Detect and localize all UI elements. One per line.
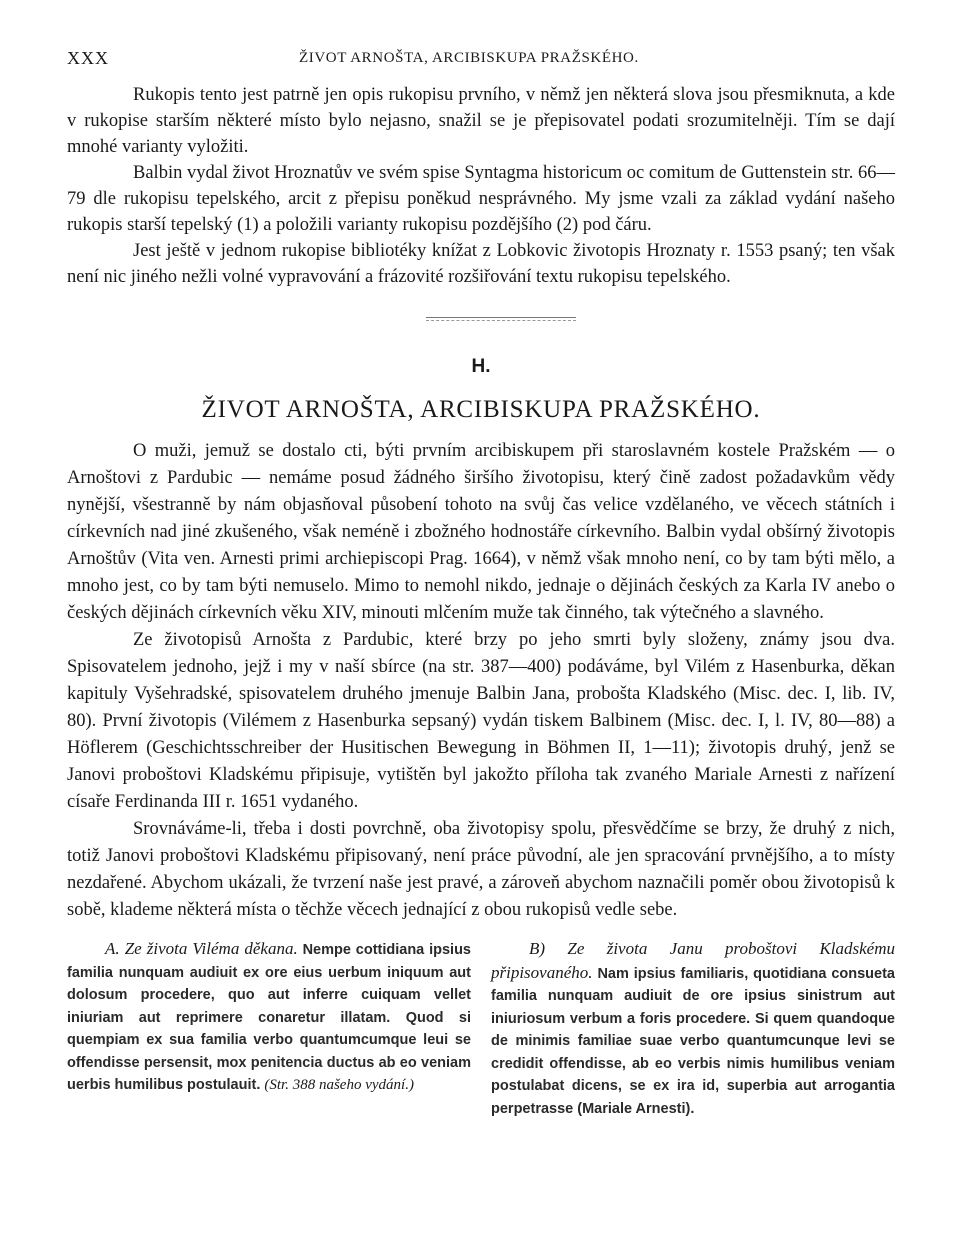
section-divider	[426, 317, 576, 321]
body-paragraph: Srovnáváme-li, třeba i dosti povrchně, oba životopisy spolu, přesvědčíme se brzy, že druhý z nich, totiž Janovi proboštovi Kladskému připisovaný, není práce původní, ale jen spracování prvnějšího, a to místy nezdařené. Abychom ukázali, že tvrzení naše jest pravé, a zároveň abychom naznačili poměr obou životopisů k sobě, klademe některá místa o těchže věcech jednající z obou rukopisů vedle sebe.	[67, 819, 895, 920]
right-column-heading: B) Ze života Janu proboštovi Kladskému připisovaného.	[491, 939, 895, 982]
document-page	[67, 42, 895, 1120]
parallel-columns	[67, 938, 895, 1120]
left-column-reference: (Str. 388 našeho vydání.)	[264, 1077, 414, 1093]
running-title: ŽIVOT ARNOŠTA, ARCIBISKUPA PRAŽSKÉHO.	[299, 50, 639, 66]
right-column	[491, 938, 895, 1120]
intro-paragraph: Balbin vydal život Hroznatův ve svém spise Syntagma historicum oc comitum de Guttenstein str. 66—79 dle rukopisu tepelského, arcit z přepisu poněkud nesprávného. My jsme vzali za základ vydání našeho rukopis starší tepelský (1) a položili varianty rukopisu pozdějšího (2) pod čáru.	[67, 163, 895, 235]
body-paragraph: Ze životopisů Arnošta z Pardubic, které brzy po jeho smrti byly složeny, známy jsou dva. Spisovatelem jednoho, jejž i my v naší sbírce (na str. 387—400) podáváme, byl Vilém z Hasenburka, děkan kapituly Vyšehradské, spisovatelem druhého jmenuje Balbin Jana, probošta Kladského (Misc. dec. I, lib. IV, 80). První životopis (Vilémem z Hasenburka sepsaný) vydán tiskem Balbinem (Misc. dec. I, l. IV, 80—88) a Höflerem (Geschichtsschreiber der Husitischen Bewegung in Böhmen II, 1—11); životopis druhý, jenž se Janovi proboštovi Kladskému připisuje, vytištěn byl jakožto příloha tak zvaného Mariale Arnesti z nařízení císaře Ferdinanda III r. 1651 vydaného.	[67, 630, 895, 812]
page-number: XXX	[67, 48, 109, 68]
right-column-text: Nam ipsius familiaris, quotidiana consueta familia nunquam audiuit de ore ipsius sinistrum aut iniuriosum verbum a foris procedere. Si quem quandoque de minimis familiae suae verbo quantumcunque levi se credidit offendisse, ab eo verbis nimis humilibus veniam postulabat dicens, se ex ira id, superbia aut arrogantia perpetrasse (Mariale Arnesti).	[491, 965, 895, 1117]
section-letter: H.	[471, 356, 491, 377]
left-column-heading: A. Ze života Viléma děkana.	[105, 939, 298, 958]
main-section	[67, 438, 895, 924]
page-header	[67, 42, 895, 72]
left-column-text: Nempe cottidiana ipsius familia nunquam audiuit ex ore eius uerbum iniquum aut dolosum procedere, quo aut inferre cuiquam vellet iniuriam aut reprimere conaretur illatam. Quod si quempiam ex sua familia verbo quantumcumque leui se offendisse persensit, mox penitencia ductus ab eo veniam uerbis humilibus postulauit.	[67, 942, 471, 1093]
intro-paragraph: Rukopis tento jest patrně jen opis rukopisu prvního, v němž jen některá slova jsou přesmiknuta, a kde v rukopise starším některé místo bylo nejasno, snažil se je přepisovatel podati srozumitelněji. Tím se dají mnohé varianty vyložiti.	[67, 85, 895, 157]
left-column	[67, 938, 471, 1120]
intro-paragraph: Jest ještě v jednom rukopise bibliotéky knížat z Lobkovic životopis Hroznaty r. 1553 psaný; ten však není nic jiného nežli volné vypravování a frázovité rozšiřování textu rukopisu tepelského.	[67, 241, 895, 287]
intro-section	[67, 82, 895, 290]
body-paragraph: O muži, jemuž se dostalo cti, býti prvním arcibiskupem při staroslavném kostele Pražském — o Arnoštovi z Pardubic — nemáme posud žádného širšího životopisu, který čině zadost požadavkům vědy nynější, všestranně by nám objasňoval působení tohoto na svůj čas velice vzdělaného, ve věcech státních i církevních nad jiné zkušeného, však neméně i zbožného hodnostáře církevního. Balbin vydal obšírný životopis Arnoštův (Vita ven. Arnesti primi archiepiscopi Prag. 1664), v němž však mnoho není, co by tam býti mělo, a mnoho jest, co by tam býti nemuselo. Mimo to nemohl nikdo, jednaje o dějinách českých za Karla IV anebo o českých dějinách církevních věku XIV, minouti mlčením muže tak činného, tak výtečného a slavného.	[67, 441, 895, 623]
section-title: ŽIVOT ARNOŠTA, ARCIBISKUPA PRAŽSKÉHO.	[201, 396, 761, 423]
